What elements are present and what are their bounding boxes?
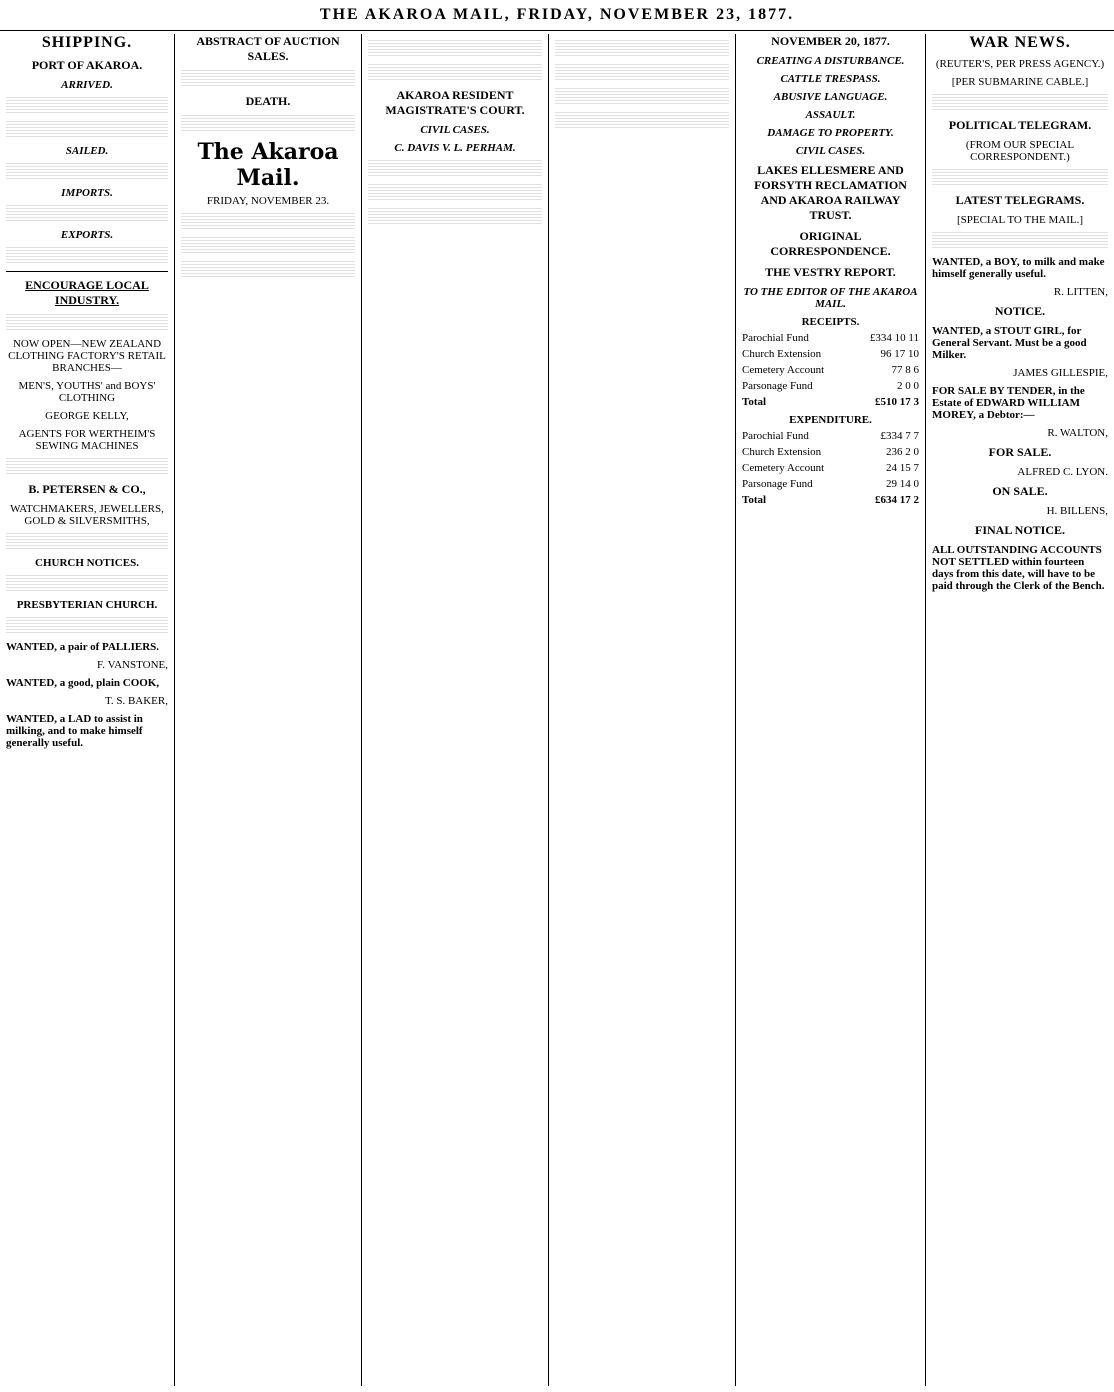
r-walton: R. WALTON, <box>1047 427 1108 439</box>
james-gillespie: JAMES GILLESPIE, <box>1013 367 1108 379</box>
shipping-sailed-heading: SAILED. <box>65 145 109 157</box>
wanted-boy: WANTED, a BOY, to milk and make himself generally useful. <box>932 256 1105 280</box>
shipping-arrived-heading: ARRIVED. <box>61 79 113 91</box>
political-telegram: POLITICAL TELEGRAM. <box>948 118 1092 132</box>
ad-wertheim-agents: AGENTS FOR WERTHEIM'S SEWING MACHINES <box>18 428 156 452</box>
wanted-cook: WANTED, a good, plain COOK, <box>6 677 160 689</box>
creating-disturbance: CREATING A DISTURBANCE. <box>756 55 905 67</box>
war-news-text <box>932 94 1108 112</box>
court-text <box>368 160 542 178</box>
continuation-text-2 <box>555 64 729 82</box>
for-sale: FOR SALE. <box>988 445 1052 459</box>
shipping-exports-text <box>6 247 168 265</box>
trust-heading: LAKES ELLESMERE AND FORSYTH RECLAMATION AND AKAROA RAILWAY TRUST. <box>754 163 907 222</box>
abusive-language: ABUSIVE LANGUAGE. <box>773 91 888 103</box>
shipping-sailings-text <box>6 163 168 181</box>
masthead-title: THE AKAROA MAIL, FRIDAY, NOVEMBER 23, 1877. <box>319 6 795 23</box>
nov-20-heading: NOVEMBER 20, 1877. <box>771 34 890 48</box>
ad-mens-youths-boys-clothing: MEN'S, YOUTHS' and BOYS' CLOTHING <box>18 380 156 404</box>
continuation-text-4 <box>555 112 729 130</box>
ad-petersen: B. PETERSEN & CO., <box>28 482 146 496</box>
masthead <box>0 6 1114 24</box>
column-3 <box>362 34 549 1386</box>
civil-cases-heading: CIVIL CASES. <box>420 124 490 136</box>
all-outstanding-accounts: ALL OUTSTANDING ACCOUNTS NOT SETTLED within fourteen days from this date, will have to be paid through the Clerk of the Bench. <box>932 544 1105 592</box>
editorial-text <box>181 213 355 231</box>
ad-clothing-factory-heading: NOW OPEN—NEW ZEALAND CLOTHING FACTORY'S RETAIL BRANCHES— <box>8 338 166 374</box>
shipping-arrivals-text <box>6 97 168 115</box>
receipts-table: RECEIPTS. Parochial Fund £334 10 11 Church Extension 96 17 10 Cemetery Account 77 8 6 Parsonage Fund 2 0 0 Total £510 17 3 EXPENDITURE. Parochial Fund £334 7 7 Church Extension 236 2 0 Cemetery Account 24 15 7 Parsonage Fund 29 14 0 Total £634 17 2 <box>742 316 919 506</box>
alfred-lyon: ALFRED C. LYON. <box>1017 466 1108 478</box>
death-text <box>181 115 355 133</box>
special-correspondent: (FROM OUR SPECIAL CORRESPONDENT.) <box>965 139 1075 163</box>
editorial-text-3 <box>181 261 355 279</box>
r-litten: R. LITTEN, <box>1053 286 1108 298</box>
shipping-port-heading: PORT OF AKAROA. <box>31 58 143 72</box>
presbyterian-church: PRESBYTERIAN CHURCH. <box>16 599 158 611</box>
final-notice: FINAL NOTICE. <box>974 523 1066 537</box>
t-s-baker: T. S. BAKER, <box>104 695 168 707</box>
akaroa-mail-masthead: The Akaroa Mail. FRIDAY, NOVEMBER 23. <box>197 139 339 207</box>
h-billens: H. BILLENS, <box>1046 505 1108 517</box>
original-correspondence: ORIGINAL CORRESPONDENCE. <box>770 229 891 258</box>
court-text-2 <box>368 184 542 202</box>
church-notices-text <box>6 575 168 593</box>
ad-text <box>6 458 168 476</box>
shipping-arrivals-text-2 <box>6 121 168 139</box>
political-telegram-text <box>932 169 1108 187</box>
continuation-text <box>555 40 729 58</box>
ad-watchmakers: WATCHMAKERS, JEWELLERS, GOLD & SILVERSMITHS, <box>10 503 164 527</box>
presbyterian-church-text <box>6 617 168 635</box>
special-to-mail: [SPECIAL TO THE MAIL.] <box>956 214 1084 226</box>
shipping-heading: SHIPPING. <box>41 34 133 51</box>
shipping-imports-text <box>6 205 168 223</box>
cattle-trespass: CATTLE TRESPASS. <box>780 73 881 85</box>
wanted-lad: WANTED, a LAD to assist in milking, and to make himself generally useful. <box>6 713 143 749</box>
column-6 <box>926 34 1114 1386</box>
submarine-cable: [PER SUBMARINE CABLE.] <box>951 76 1089 88</box>
auction-sales-text <box>181 70 355 88</box>
civil-cases: CIVIL CASES. <box>795 145 866 157</box>
case-heading: C. DAVIS V. L. PERHAM. <box>394 142 516 154</box>
court-heading: AKAROA RESIDENT MAGISTRATE'S COURT. <box>385 88 525 117</box>
assault: ASSAULT. <box>805 109 856 121</box>
ad-encourage-local-industry-text <box>6 314 168 332</box>
news-text <box>368 40 542 58</box>
continuation-text-3 <box>555 88 729 106</box>
for-sale-by-tender: FOR SALE BY TENDER, in the Estate of EDWARD WILLIAM MOREY, a Debtor:— <box>932 385 1085 421</box>
vestry-report: THE VESTRY REPORT. <box>765 265 896 279</box>
ad-encourage-local-industry: ENCOURAGE LOCAL INDUSTRY. <box>25 278 149 307</box>
news-text-2 <box>368 64 542 82</box>
vanstone: F. VANSTONE, <box>97 659 168 671</box>
auction-sales-heading: ABSTRACT OF AUCTION SALES. <box>196 34 340 63</box>
separator <box>6 271 168 272</box>
war-news-heading: WAR NEWS. <box>969 34 1071 51</box>
damage-to-property: DAMAGE TO PROPERTY. <box>767 127 894 139</box>
masthead-rule <box>0 30 1114 31</box>
column-1 <box>0 34 175 1386</box>
latest-telegrams: LATEST TELEGRAMS. <box>955 193 1085 207</box>
on-sale: ON SALE. <box>992 484 1048 498</box>
column-5 <box>736 34 926 1386</box>
court-text-3 <box>368 208 542 226</box>
ad-george-kelly: GEORGE KELLY, <box>45 410 129 422</box>
notice-heading: NOTICE. <box>994 304 1046 318</box>
to-editor: TO THE EDITOR OF THE AKAROA MAIL. <box>743 286 918 310</box>
reuters-line: (REUTER'S, PER PRESS AGENCY.) <box>935 58 1105 70</box>
wanted-palliers: WANTED, a pair of PALLIERS. <box>6 641 160 653</box>
shipping-imports-heading: IMPORTS. <box>61 187 113 199</box>
column-2 <box>175 34 362 1386</box>
ad-petersen-text <box>6 533 168 551</box>
editorial-text-2 <box>181 237 355 255</box>
shipping-exports-heading: EXPORTS. <box>60 229 114 241</box>
latest-telegrams-text <box>932 232 1108 250</box>
church-notices: CHURCH NOTICES. <box>35 557 139 569</box>
wanted-stout-girl: WANTED, a STOUT GIRL, for General Servant. Must be a good Milker. <box>932 325 1087 361</box>
death-heading: DEATH. <box>245 94 291 108</box>
column-4 <box>549 34 736 1386</box>
